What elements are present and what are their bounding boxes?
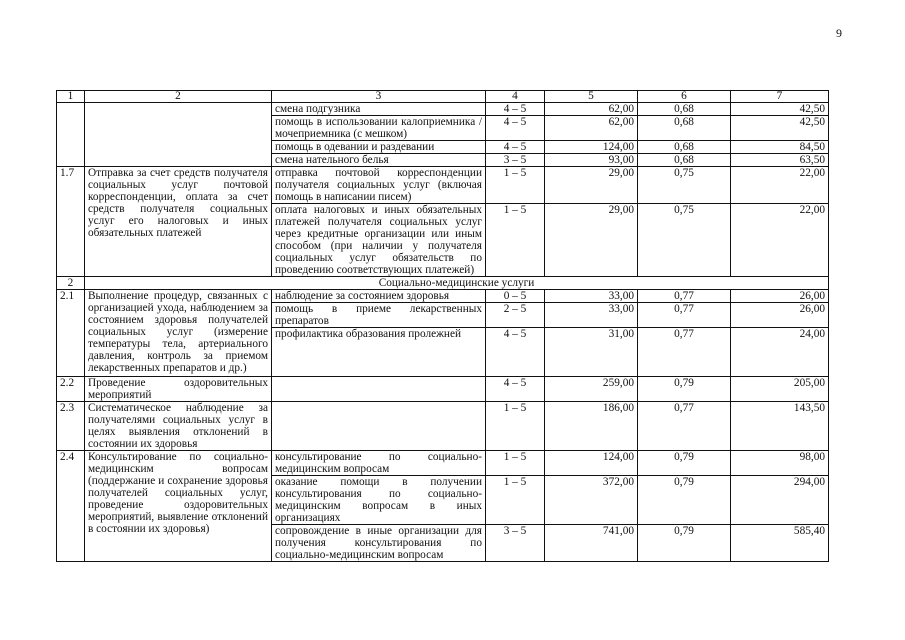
subtask-cell: сопровождение в иные организации для получения консультирования по социально-медицинским вопросам <box>272 525 486 562</box>
subtask-cell: помощь в использовании калоприемника / мочеприемника (с мешком) <box>272 116 486 141</box>
period-cell: 4 – 5 <box>486 328 545 377</box>
coefficient-cell: 0,68 <box>638 103 731 116</box>
column-header: 7 <box>731 91 829 103</box>
service-name-cell: Консультирование по социально-медицинским вопросам (поддержание и сохранение здоровья получателей социальных услуг, проведение оздоровительных мероприятий, выявление отклонений в состоянии их здоровья) <box>85 451 272 562</box>
subtask-cell: отправка почтовой корреспонденции получателя социальных услуг (включая помощь в написании писем) <box>272 167 486 204</box>
period-cell: 4 – 5 <box>486 116 545 141</box>
coefficient-cell: 0,77 <box>638 303 731 328</box>
service-name-cell: Выполнение процедур, связанных с организацией ухода, наблюдением за состоянием здоровья получателей социальных услуг (измерение температуры тела, артериального давления, контроль за приемом лекарственных препаратов и др.) <box>85 290 272 377</box>
subtask-cell <box>272 402 486 451</box>
value-cell: 372,00 <box>545 476 638 525</box>
value-cell: 259,00 <box>545 377 638 402</box>
period-cell: 0 – 5 <box>486 290 545 303</box>
value-cell: 62,00 <box>545 103 638 116</box>
total-cell: 63,50 <box>731 154 829 167</box>
total-cell: 98,00 <box>731 451 829 476</box>
total-cell: 24,00 <box>731 328 829 377</box>
value-cell: 124,00 <box>545 141 638 154</box>
header-row <box>57 91 829 103</box>
section-row <box>57 277 829 290</box>
coefficient-cell: 0,77 <box>638 402 731 451</box>
total-cell: 26,00 <box>731 290 829 303</box>
table-row <box>57 402 829 451</box>
value-cell: 31,00 <box>545 328 638 377</box>
subtask-cell: наблюдение за состоянием здоровья <box>272 290 486 303</box>
value-cell: 29,00 <box>545 167 638 204</box>
coefficient-cell: 0,77 <box>638 290 731 303</box>
item-number-cell: 2.2 <box>57 377 85 402</box>
coefficient-cell: 0,79 <box>638 525 731 562</box>
subtask-cell: смена нательного белья <box>272 154 486 167</box>
column-header: 1 <box>57 91 85 103</box>
period-cell: 1 – 5 <box>486 167 545 204</box>
total-cell: 22,00 <box>731 204 829 277</box>
total-cell: 84,50 <box>731 141 829 154</box>
value-cell: 29,00 <box>545 204 638 277</box>
total-cell: 143,50 <box>731 402 829 451</box>
total-cell: 585,40 <box>731 525 829 562</box>
coefficient-cell: 0,75 <box>638 167 731 204</box>
value-cell: 741,00 <box>545 525 638 562</box>
value-cell: 124,00 <box>545 451 638 476</box>
period-cell: 1 – 5 <box>486 476 545 525</box>
column-header: 3 <box>272 91 486 103</box>
subtask-cell: помощь в приеме лекарственных препаратов <box>272 303 486 328</box>
value-cell: 186,00 <box>545 402 638 451</box>
column-header: 2 <box>85 91 272 103</box>
value-cell: 93,00 <box>545 154 638 167</box>
item-number-cell: 2.1 <box>57 290 85 377</box>
total-cell: 205,00 <box>731 377 829 402</box>
column-header: 4 <box>486 91 545 103</box>
subtask-cell: помощь в одевании и раздевании <box>272 141 486 154</box>
coefficient-cell: 0,77 <box>638 328 731 377</box>
period-cell: 1 – 5 <box>486 402 545 451</box>
section-number-cell: 2 <box>57 277 85 290</box>
page-number: 9 <box>836 26 842 40</box>
subtask-cell: оплата налоговых и иных обязательных платежей получателя социальных услуг через кредитные организации или иным способом (при наличии у получателя социальных услуг обязательств по проведению соответствующих платежей) <box>272 204 486 277</box>
value-cell: 33,00 <box>545 303 638 328</box>
total-cell: 294,00 <box>731 476 829 525</box>
coefficient-cell: 0,79 <box>638 451 731 476</box>
total-cell: 22,00 <box>731 167 829 204</box>
item-number-cell <box>57 103 85 167</box>
total-cell: 26,00 <box>731 303 829 328</box>
period-cell: 3 – 5 <box>486 525 545 562</box>
table-row <box>57 103 829 116</box>
table-row <box>57 290 829 303</box>
period-cell: 4 – 5 <box>486 141 545 154</box>
item-number-cell: 2.3 <box>57 402 85 451</box>
subtask-cell: смена подгузника <box>272 103 486 116</box>
table-row <box>57 167 829 204</box>
item-number-cell: 1.7 <box>57 167 85 277</box>
period-cell: 2 – 5 <box>486 303 545 328</box>
period-cell: 4 – 5 <box>486 103 545 116</box>
table-row <box>57 377 829 402</box>
service-name-cell: Систематическое наблюдение за получателями социальных услуг в целях выявления отклонений в состоянии их здоровья <box>85 402 272 451</box>
table-row <box>57 451 829 476</box>
total-cell: 42,50 <box>731 116 829 141</box>
coefficient-cell: 0,68 <box>638 154 731 167</box>
value-cell: 62,00 <box>545 116 638 141</box>
item-number-cell: 2.4 <box>57 451 85 562</box>
column-header: 5 <box>545 91 638 103</box>
subtask-cell: консультирование по социально-медицинским вопросам <box>272 451 486 476</box>
service-name-cell: Отправка за счет средств получателя социальных услуг почтовой корреспонденции, оплата за счет средств получателя социальных услуг его налоговых и иных обязательных платежей <box>85 167 272 277</box>
coefficient-cell: 0,68 <box>638 116 731 141</box>
period-cell: 3 – 5 <box>486 154 545 167</box>
period-cell: 1 – 5 <box>486 451 545 476</box>
subtask-cell <box>272 377 486 402</box>
coefficient-cell: 0,79 <box>638 377 731 402</box>
coefficient-cell: 0,75 <box>638 204 731 277</box>
service-name-cell <box>85 103 272 167</box>
subtask-cell: профилактика образования пролежней <box>272 328 486 377</box>
coefficient-cell: 0,79 <box>638 476 731 525</box>
services-table <box>56 90 829 562</box>
period-cell: 1 – 5 <box>486 204 545 277</box>
coefficient-cell: 0,68 <box>638 141 731 154</box>
total-cell: 42,50 <box>731 103 829 116</box>
column-header: 6 <box>638 91 731 103</box>
subtask-cell: оказание помощи в получении консультирования по социально-медицинским вопросам в иных организациях <box>272 476 486 525</box>
service-name-cell: Проведение оздоровительных мероприятий <box>85 377 272 402</box>
section-title-cell: Социально-медицинские услуги <box>85 277 829 290</box>
period-cell: 4 – 5 <box>486 377 545 402</box>
value-cell: 33,00 <box>545 290 638 303</box>
